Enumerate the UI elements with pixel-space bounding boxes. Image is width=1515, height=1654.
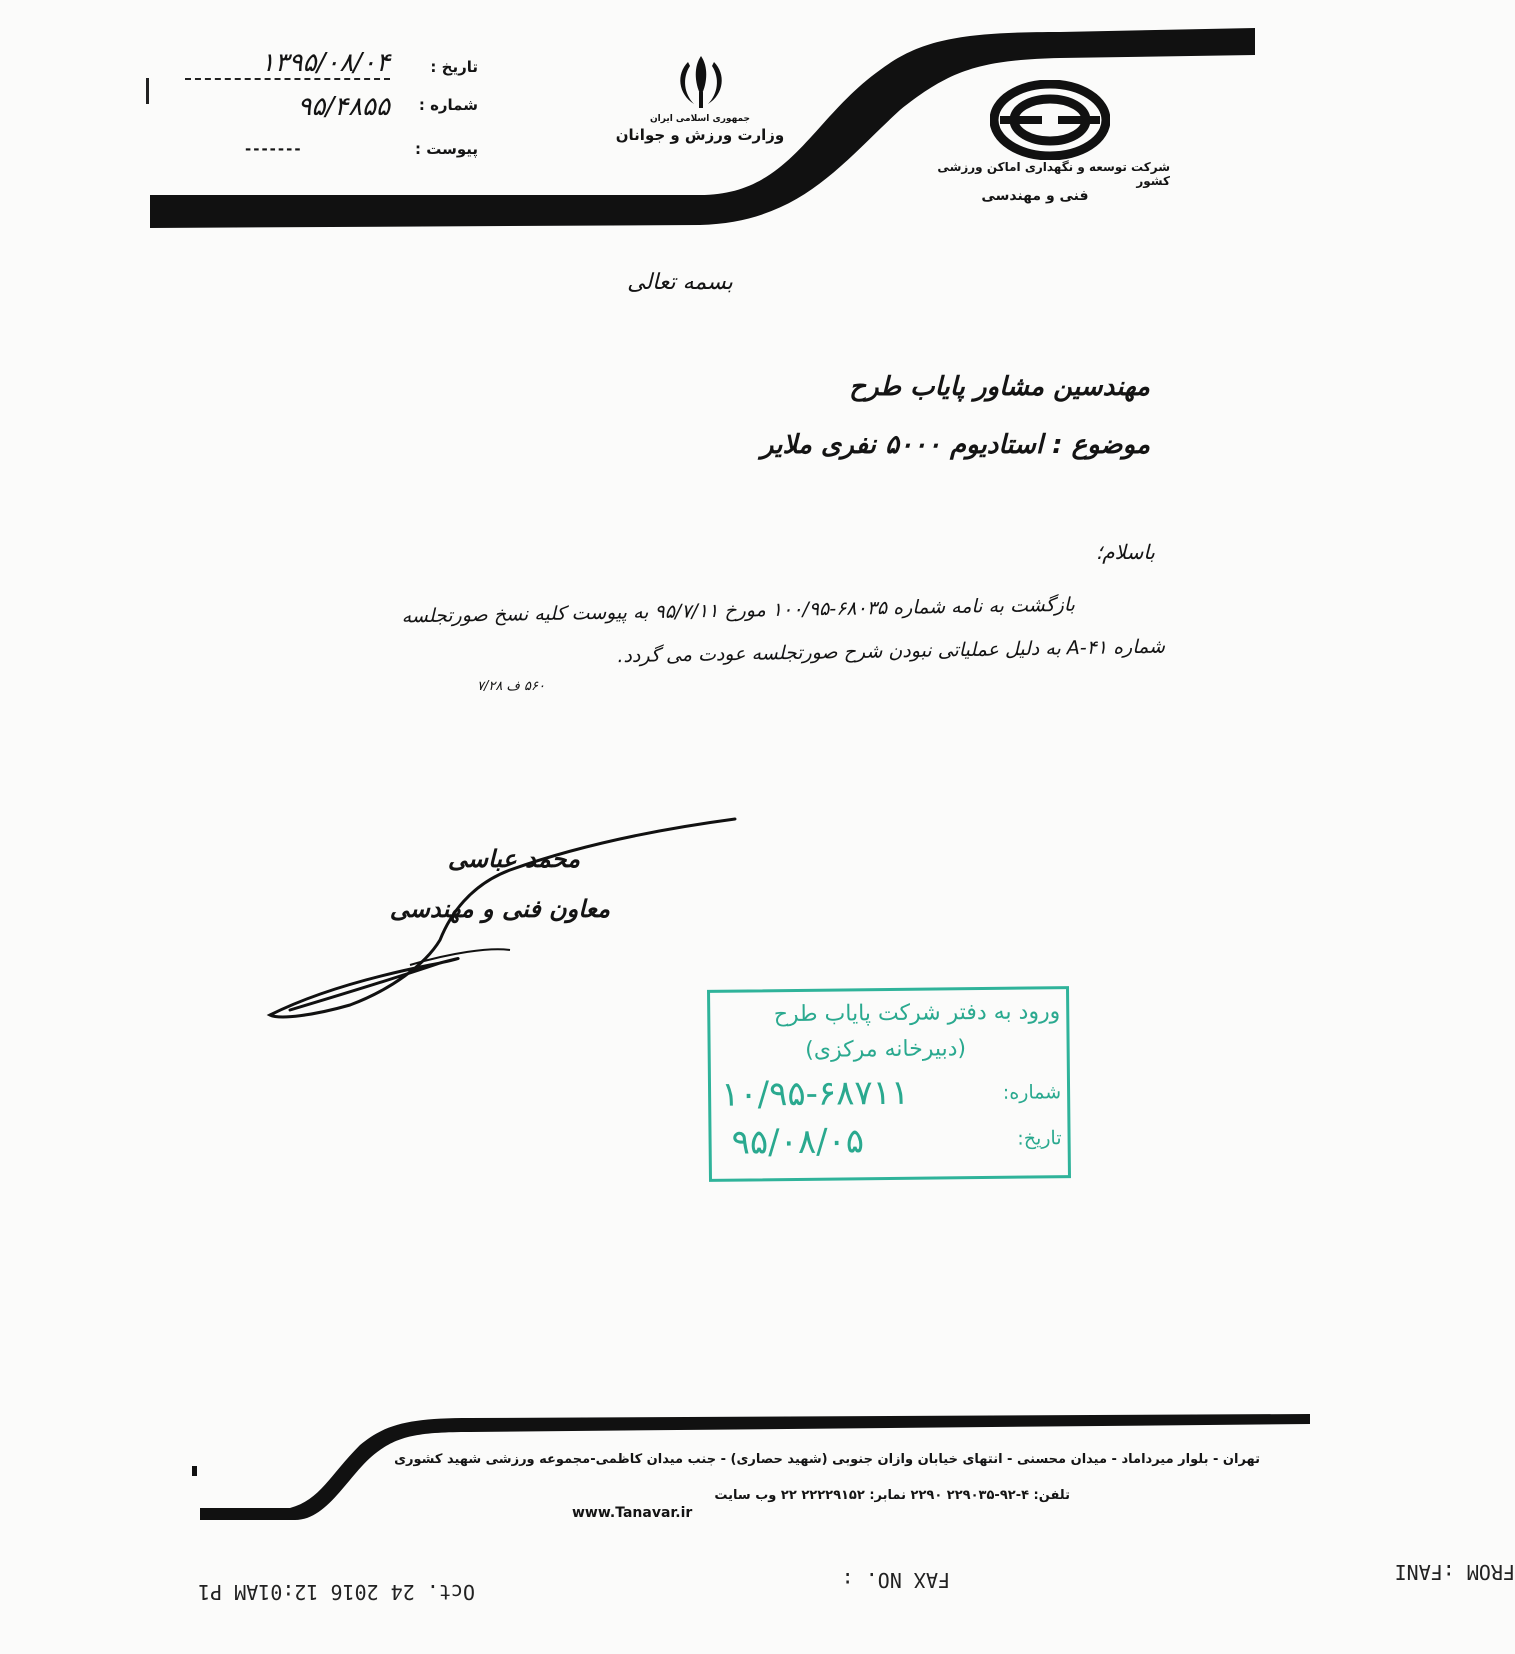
signatory-title: معاون فنی و مهندسی xyxy=(389,895,610,923)
stamp-line-2: (دبیرخانه مرکزی) xyxy=(805,1036,967,1063)
subject: موضوع : استادیوم ۵۰۰۰ نفری ملایر xyxy=(760,430,1150,460)
paragraph-note: ۵۶۰ ف ۷/۲۸ xyxy=(476,679,545,694)
fax-number-label: FAX NO. : xyxy=(841,1568,950,1592)
company-logo-icon xyxy=(990,80,1110,160)
invocation: بسمه تعالی xyxy=(627,270,733,295)
footer-band xyxy=(0,1400,1515,1540)
stamp-number-value: ۱۰/۹۵-۶۸۷۱۱ xyxy=(720,1072,910,1115)
footer-address: تهران - بلوار میرداماد - میدان محسنی - انتهای خیابان وازان جنوبی (شهید حصاری) - جنب میدان کاظمی-مجموعه ورزشی شهید کشوری xyxy=(394,1452,1260,1467)
stamp-date-label: تاریخ: xyxy=(1017,1127,1062,1150)
attachment-value: ------- xyxy=(245,140,303,158)
paragraph-line-1: بازگشت به نامه شماره ۶۸۰۳۵-۱۰۰/۹۵ مورخ ۹۵/۷/۱۱ به پیوست کلیه نسخ صورتجلسه xyxy=(401,593,1076,628)
attachment-label: پیوست : xyxy=(414,140,478,158)
ministry-small-text: جمهوری اسلامی ایران xyxy=(649,114,751,124)
stamp-date-value: ۹۵/۰۸/۰۵ xyxy=(731,1121,865,1163)
receipt-stamp xyxy=(707,986,1071,1182)
ministry-name: وزارت ورزش و جوانان xyxy=(615,126,785,144)
fax-from: FROM :FANI xyxy=(1394,1560,1515,1584)
margin-mark xyxy=(146,78,149,104)
signatory-name: محمد عباسی xyxy=(447,845,580,873)
company-name: شرکت توسعه و نگهداری اماکن ورزشی کشور xyxy=(937,160,1170,188)
fax-datetime: Oct. 24 2016 12:01AM P1 xyxy=(198,1580,475,1604)
paragraph-line-2: شماره A-۴۱ به دلیل عملیاتی نبودن شرح صورتجلسه عودت می گردد. xyxy=(617,635,1166,668)
department-name: فنی و مهندسی xyxy=(981,188,1089,204)
date-label: تاریخ : xyxy=(430,58,478,76)
number-value: ۹۵/۴۸۵۵ xyxy=(297,92,390,122)
date-value: ۱۳۹۵/۰۸/۰۴ xyxy=(185,48,390,80)
footer-website: www.Tanavar.ir xyxy=(572,1505,693,1521)
footer-phone: تلفن: ۴-۹۲-۲۲۹۰۳۵ ۲۲۹۰ نمابر: ۲۲۲۲۹۱۵۲ ۲۲ وب سایت xyxy=(714,1488,1070,1503)
number-label: شماره : xyxy=(418,96,478,114)
stamp-line-1: ورود به دفتر شرکت پایاب طرح xyxy=(773,999,1061,1028)
recipient: مهندسین مشاور پایاب طرح xyxy=(849,372,1150,402)
stamp-number-label: شماره: xyxy=(1002,1081,1062,1104)
signature-scribble xyxy=(260,815,740,1030)
iran-emblem-icon xyxy=(670,52,732,112)
footer-mark xyxy=(192,1466,197,1476)
greeting: باسلام؛ xyxy=(1095,540,1155,564)
